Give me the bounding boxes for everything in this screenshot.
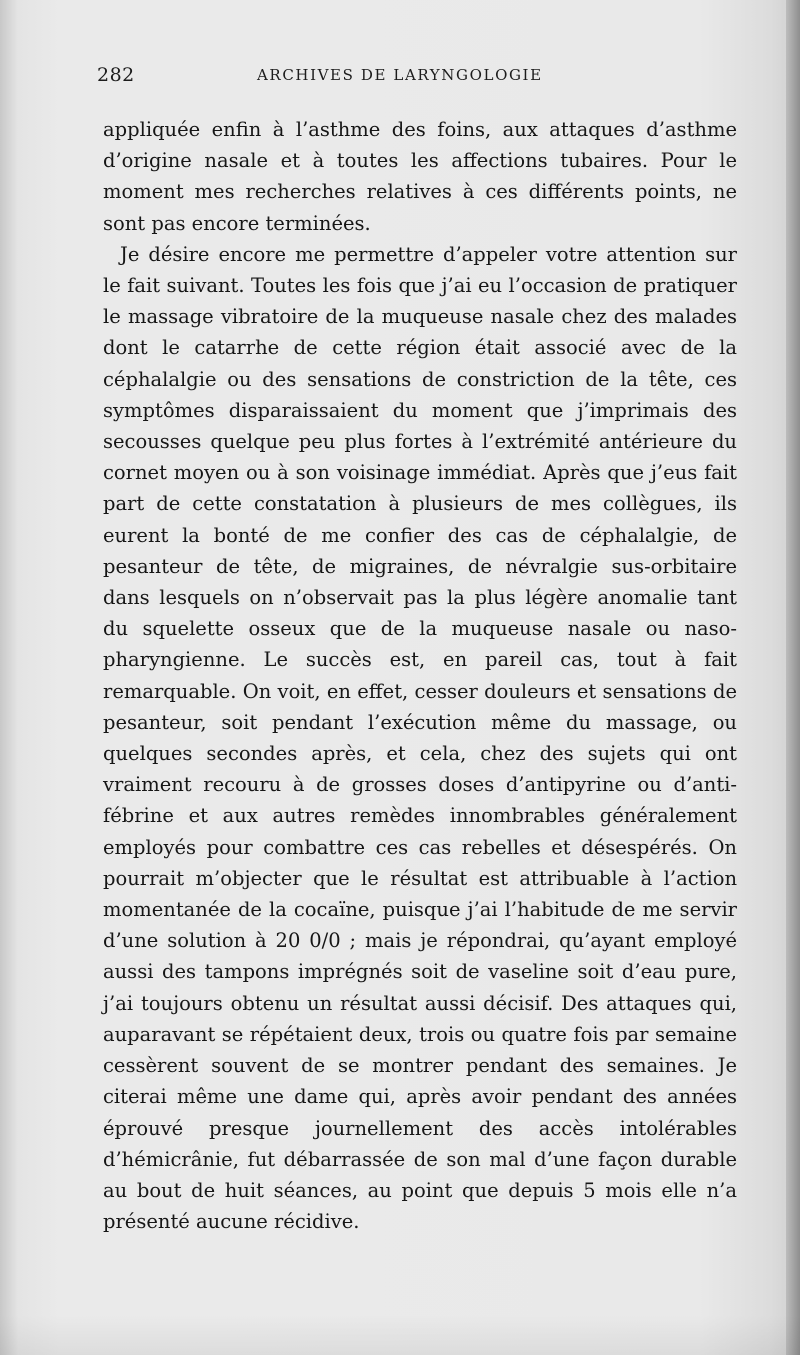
page-edge-shadow bbox=[786, 0, 800, 1355]
page-header bbox=[97, 64, 717, 88]
body-text bbox=[103, 114, 737, 1237]
paragraph-2: Je désire encore me permettre d’appeler votre attention sur le fait suivant. Toutes les fois que j’ai eu l’occasion de pratiquer le massage vibratoire de la muqueuse nasale chez des malades dont le catarrhe de cette région était associé avec de la céphalalgie ou des sensations de constriction de la tête, ces symptômes disparaissaient du moment que j’imprimais des secousses quelque peu plus fortes à l’extrémité antérieure du cornet moyen ou à son voisinage immédiat. Après que j’eus fait part de cette constatation à plusieurs de mes collègues, ils eurent la bonté de me confier des cas de céphalalgie, de pesanteur de tête, de migraines, de névralgie sus-orbitaire dans lesquels on n’observait pas la plus légère anomalie tant du squelette osseux que de la muqueuse nasale ou naso-pharyngienne. Le succès est, en pareil cas, tout à fait remarquable. On voit, en effet, cesser douleurs et sensations de pesanteur, soit pendant l’exécution même du massage, ou quelques secondes après, et cela, chez des sujets qui ont vraiment recouru à de grosses doses d’antipyrine ou d’anti-fébrine et aux autres remèdes innombrables généralement employés pour combattre ces cas rebelles et désespérés. On pourrait m’objecter que le résultat est attribuable à l’action momentanée de la cocaïne, puisque j’ai l’habitude de me servir d’une solution à 20 0/0 ; mais je répondrai, qu’ayant employé aussi des tampons imprégnés soit de vaseline soit d’eau pure, j’ai toujours obtenu un résultat aussi décisif. Des attaques qui, auparavant se répétaient deux, trois ou quatre fois par semaine cessèrent souvent de se montrer pendant des semaines. Je citerai même une dame qui, après avoir pendant des années éprouvé presque journellement des accès intolérables d’hémicrânie, fut débarrassée de son mal d’une façon durable au bout de huit séances, au point que depuis 5 mois elle n’a présenté aucune récidive. bbox=[103, 242, 737, 1234]
page-number: 282 bbox=[97, 64, 135, 86]
paragraph-1: appliquée enfin à l’asthme des foins, aux attaques d’asthme d’origine nasale et à toutes les affections tubaires. Pour le moment mes recherches relatives à ces différents points, ne sont pas encore terminées. bbox=[103, 118, 737, 235]
page-bottom-shade bbox=[0, 1315, 800, 1355]
running-head: ARCHIVES DE LARYNGOLOGIE bbox=[257, 66, 543, 84]
